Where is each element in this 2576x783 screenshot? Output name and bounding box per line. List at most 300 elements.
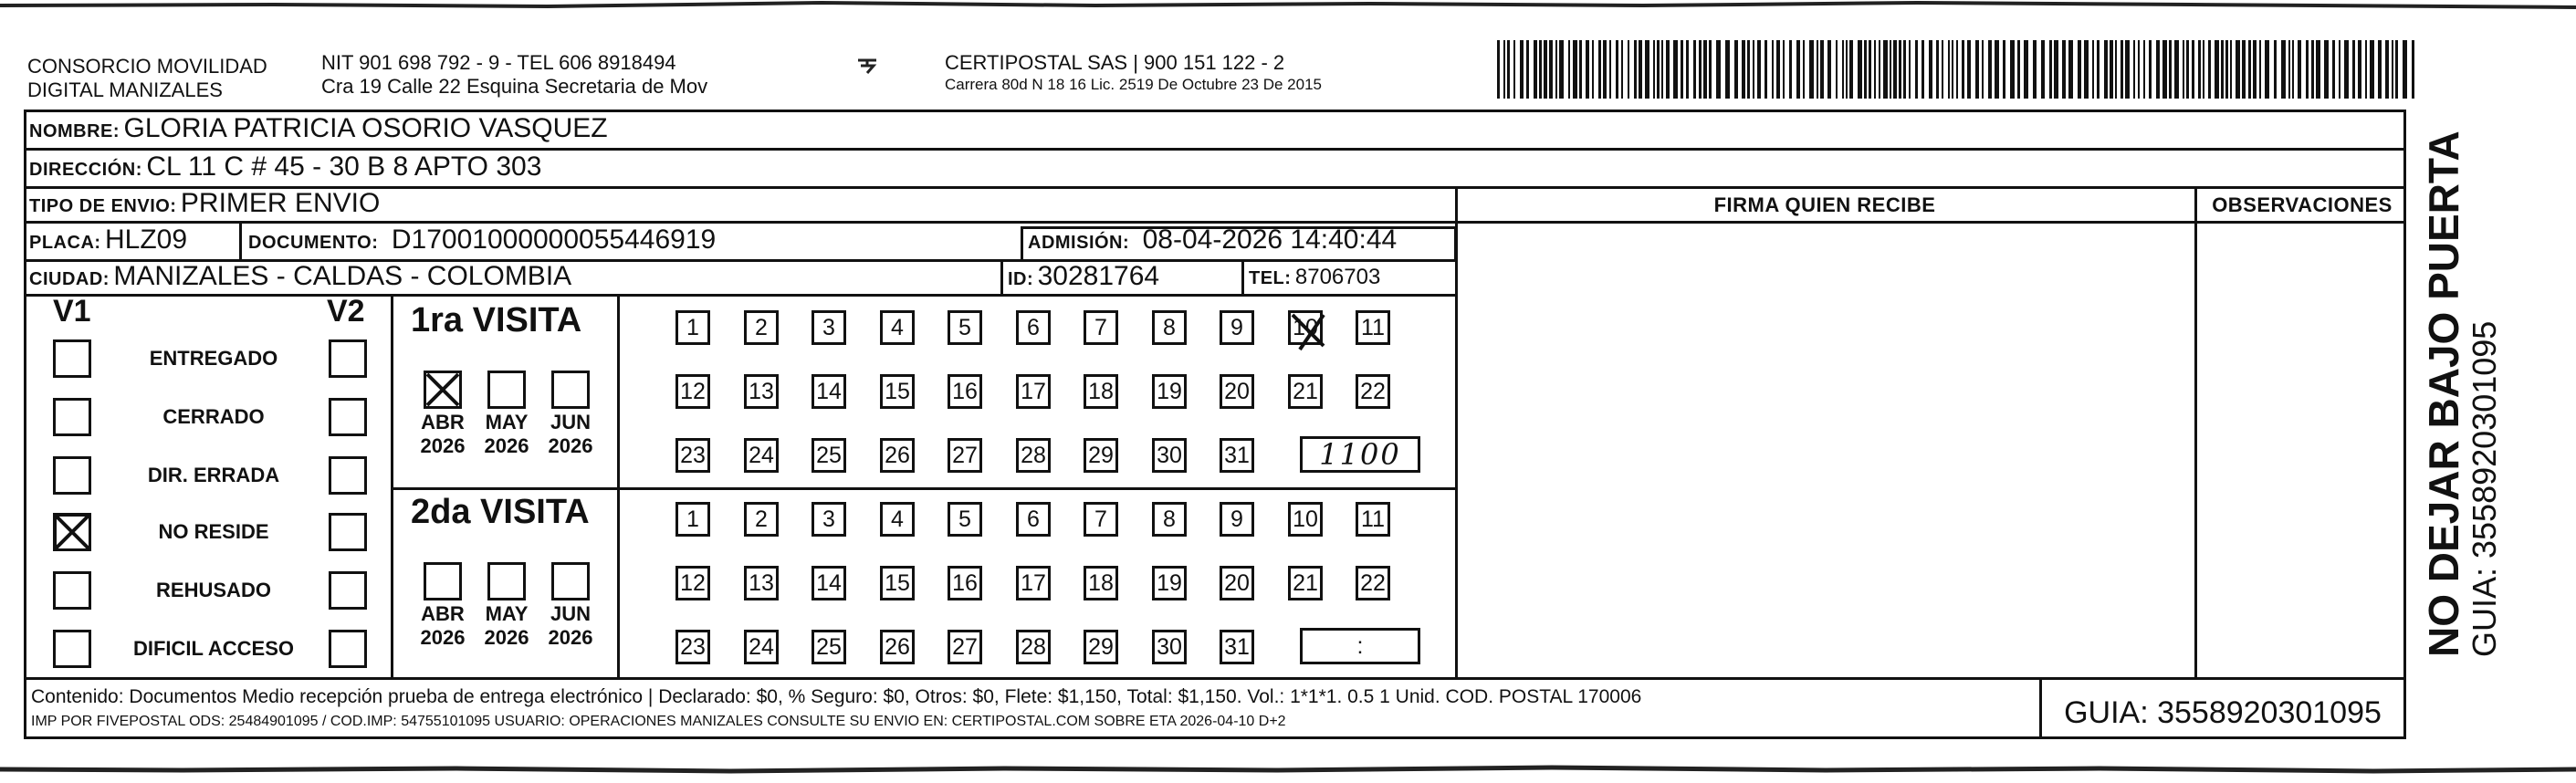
barcode-bar [1699, 40, 1702, 99]
nombre-row [29, 113, 608, 144]
v2-checkbox[interactable] [329, 398, 367, 436]
year-label: 2026 [484, 626, 529, 649]
placa-field [29, 224, 187, 256]
barcode-bar [1836, 40, 1838, 99]
barcode-bar [1962, 40, 1964, 99]
second-visit-day-9[interactable]: 9 [1220, 502, 1254, 537]
barcode-bar [1503, 40, 1505, 99]
barcode-bar [1864, 40, 1867, 99]
year-label: 2026 [548, 434, 593, 457]
admision-value: 08-04-2026 14:40:44 [1142, 224, 1398, 255]
status-option-label: DIR. ERRADA [147, 464, 280, 486]
barcode-bar [2003, 40, 2005, 99]
barcode-bar [2174, 40, 2179, 99]
v2-header: V2 [327, 294, 365, 329]
courier-logo-icon [853, 53, 881, 80]
barcode-bar [2332, 40, 2335, 99]
second-visit-day-24[interactable]: 24 [744, 630, 779, 664]
barcode-bar [1858, 40, 1862, 99]
barcode-bar [2104, 40, 2108, 99]
v1-checkbox[interactable] [53, 339, 91, 378]
barcode-bar [2110, 40, 2113, 99]
barcode-bar [2274, 40, 2277, 99]
admision-field [1028, 224, 1397, 256]
first-visit-day-15[interactable]: 15 [880, 374, 915, 409]
id-label: ID: [1008, 269, 1034, 289]
ciudad-value: MANIZALES - CALDAS - COLOMBIA [113, 261, 572, 291]
barcode-bar [1874, 40, 1876, 99]
barcode-bar [2115, 40, 2117, 99]
barcode-bar [1849, 40, 1853, 99]
barcode-bar [2344, 40, 2349, 99]
first-visit-month-checkbox[interactable] [551, 371, 590, 409]
barcode-bar [1956, 40, 1958, 99]
check-mark-icon [1287, 309, 1329, 351]
month-label: ABR [421, 602, 465, 625]
second-visit-day-14[interactable]: 14 [812, 566, 846, 600]
barcode-bar [2378, 40, 2382, 99]
barcode-bar [2352, 40, 2355, 99]
barcode-bar [1948, 40, 1950, 99]
second-visit-day-22[interactable]: 22 [1356, 566, 1390, 600]
second-visit-day-3[interactable]: 3 [812, 502, 846, 537]
first-visit-day-10[interactable]: 10 [1288, 310, 1323, 345]
barcode-bar [2230, 40, 2232, 99]
barcode-bar [1693, 40, 1696, 99]
barcode-bar [1967, 40, 1971, 99]
direccion-label: DIRECCIÓN: [29, 160, 142, 180]
documento-field [248, 224, 716, 256]
barcode-bar [1776, 40, 1780, 99]
barcode-bar [1789, 40, 1792, 99]
v1-checkbox[interactable] [53, 630, 91, 668]
first-visit-day-28[interactable]: 28 [1016, 438, 1051, 473]
company-name [27, 55, 267, 102]
barcode-bar [1534, 40, 1537, 99]
courier-info [945, 51, 1322, 95]
month-label: JUN [550, 411, 591, 433]
first-visit-time-box[interactable] [1300, 436, 1420, 473]
second-visit-month-checkbox[interactable] [551, 562, 590, 600]
first-visit-day-2[interactable]: 2 [744, 310, 779, 345]
barcode-bar [2149, 40, 2152, 99]
barcode-bar [1942, 40, 1943, 99]
barcode-bar [2208, 40, 2211, 99]
ciudad-label: CIUDAD: [29, 269, 110, 289]
barcode-bar [1929, 40, 1932, 99]
barcode-bar [1526, 40, 1529, 99]
imp-text: IMP POR FIVEPOSTAL ODS: 25484901095 / COD.IMP: 54755101095 USUARIO: OPERACIONES MANIZALES CONSULTE SU ENVIO EN: CERTIPOSTAL.COM SOBRE ETA 2026-04-10 D+2 [31, 714, 1286, 729]
barcode-bar [1507, 40, 1510, 99]
barcode-bar [1725, 40, 1730, 99]
first-visit-day-11[interactable]: 11 [1356, 310, 1390, 345]
barcode-bar [2215, 40, 2219, 99]
barcode-bar [1573, 40, 1577, 99]
top-torn-edge [0, 0, 2576, 9]
barcode-bar [1653, 40, 1655, 99]
second-visit-day-21[interactable]: 21 [1288, 566, 1323, 600]
barcode-bar [2370, 40, 2374, 99]
first-visit-day-18[interactable]: 18 [1084, 374, 1118, 409]
barcode-bar [1716, 40, 1721, 99]
year-label: 2026 [420, 434, 466, 457]
second-visit-time-box[interactable] [1300, 628, 1420, 664]
second-visit-day-15[interactable]: 15 [880, 566, 915, 600]
v1-header: V1 [53, 294, 91, 329]
signature-area[interactable] [1458, 224, 2194, 675]
barcode-bar [1666, 40, 1670, 99]
barcode-bar [1783, 40, 1785, 99]
firma-label: FIRMA QUIEN RECIBE [1713, 193, 1936, 216]
first-visit-month-checkbox[interactable] [487, 371, 526, 409]
barcode-bar [1555, 40, 1557, 99]
tipo-row [29, 188, 380, 219]
barcode-bar [1686, 40, 1689, 99]
barcode-bar [1982, 40, 1984, 99]
status-option-label: CERRADO [162, 405, 265, 428]
barcode-bar [1846, 40, 1848, 99]
first-visit-day-12[interactable]: 12 [675, 374, 710, 409]
second-visit-day-20[interactable]: 20 [1220, 566, 1254, 600]
month-label: MAY [485, 602, 529, 625]
month-label: JUN [550, 602, 591, 625]
first-visit-day-31[interactable]: 31 [1220, 438, 1254, 473]
first-visit-day-17[interactable]: 17 [1016, 374, 1051, 409]
second-visit-month-checkbox[interactable] [424, 562, 462, 600]
company-line-2: DIGITAL MANIZALES [27, 78, 223, 101]
second-visit-day-8[interactable]: 8 [1152, 502, 1187, 537]
barcode-bar [1628, 40, 1629, 99]
barcode-bar [1634, 40, 1637, 99]
id-field [1008, 261, 1159, 292]
second-visit-day-7[interactable]: 7 [1084, 502, 1118, 537]
barcode-bar [1757, 40, 1761, 99]
first-visit-day-20[interactable]: 20 [1220, 374, 1254, 409]
barcode-bar [1936, 40, 1939, 99]
v2-checkbox[interactable] [329, 571, 367, 610]
first-visit-day-22[interactable]: 22 [1356, 374, 1390, 409]
nit-line-2: Cra 19 Calle 22 Esquina Secretaria de Mov [321, 75, 708, 98]
second-visit-day-23[interactable]: 23 [675, 630, 710, 664]
barcode-bar [2412, 40, 2414, 99]
barcode-bar [2358, 40, 2361, 99]
second-visit-day-31[interactable]: 31 [1220, 630, 1254, 664]
first-visit-day-7[interactable]: 7 [1084, 310, 1118, 345]
barcode-bar [2221, 40, 2224, 99]
barcode-bar [1753, 40, 1754, 99]
nombre-label: NOMBRE: [29, 121, 120, 141]
barcode-bar [2049, 40, 2052, 99]
second-visit-day-27[interactable]: 27 [948, 630, 982, 664]
barcode-bar [2010, 40, 2015, 99]
barcode-bar [1869, 40, 1871, 99]
barcode-bar [2125, 40, 2130, 99]
barcode-bar [1598, 40, 1601, 99]
second-visit-day-16[interactable]: 16 [948, 566, 982, 600]
documento-value: D17001000000055446919 [391, 224, 717, 255]
barcode-bar [1549, 40, 1553, 99]
side-warning: NO DEJAR BAJO PUERTA [2420, 130, 2467, 657]
barcode-bar [1909, 40, 1911, 99]
first-visit-day-25[interactable]: 25 [812, 438, 846, 473]
year-label: 2026 [548, 626, 593, 649]
barcode-bar [1673, 40, 1678, 99]
barcode-bar [2311, 40, 2314, 99]
barcode-bar [1609, 40, 1611, 99]
company-line-1: CONSORCIO MOVILIDAD [27, 55, 267, 78]
barcode-bar [1764, 40, 1767, 99]
first-visit-day-3[interactable]: 3 [812, 310, 846, 345]
v1-checkbox[interactable] [53, 456, 91, 495]
barcode-bar [1842, 40, 1844, 99]
barcode-bar [2339, 40, 2340, 99]
barcode-bar [1893, 40, 1897, 99]
barcode [1497, 40, 2419, 99]
first-visit-day-19[interactable]: 19 [1152, 374, 1187, 409]
barcode-bar [1890, 40, 1891, 99]
first-visit-day-5[interactable]: 5 [948, 310, 982, 345]
barcode-bar [2298, 40, 2301, 99]
documento-label: DOCUMENTO: [248, 233, 379, 253]
tipo-label: TIPO DE ENVIO: [29, 196, 177, 216]
second-visit-day-28[interactable]: 28 [1016, 630, 1051, 664]
v2-checkbox[interactable] [329, 339, 367, 378]
barcode-bar [2265, 40, 2269, 99]
month-year-label [411, 602, 475, 650]
first-visit-day-26[interactable]: 26 [880, 438, 915, 473]
barcode-bar [2183, 40, 2184, 99]
check-mark-icon [424, 371, 462, 409]
month-label: ABR [421, 411, 465, 433]
v1-checkbox[interactable] [53, 571, 91, 610]
company-nit [321, 51, 707, 99]
barcode-bar [1579, 40, 1582, 99]
barcode-bar [1645, 40, 1649, 99]
first-visit-day-9[interactable]: 9 [1220, 310, 1254, 345]
barcode-bar [2385, 40, 2389, 99]
barcode-bar [2248, 40, 2251, 99]
first-visit-day-16[interactable]: 16 [948, 374, 982, 409]
second-visit-day-4[interactable]: 4 [880, 502, 915, 537]
barcode-bar [2395, 40, 2398, 99]
first-visit-day-6[interactable]: 6 [1016, 310, 1051, 345]
first-visit-day-8[interactable]: 8 [1152, 310, 1187, 345]
second-visit-day-5[interactable]: 5 [948, 502, 982, 537]
month-year-label [475, 411, 539, 458]
v2-checkbox[interactable] [329, 630, 367, 668]
second-visit-day-11[interactable]: 11 [1356, 502, 1390, 537]
first-visit-day-4[interactable]: 4 [880, 310, 915, 345]
barcode-bar [1586, 40, 1589, 99]
first-visit-day-23[interactable]: 23 [675, 438, 710, 473]
second-visit-day-26[interactable]: 26 [880, 630, 915, 664]
first-visit-time: 1100 [1319, 437, 1401, 472]
barcode-bar [2198, 40, 2201, 99]
barcode-bar [2092, 40, 2094, 99]
barcode-bar [1568, 40, 1570, 99]
second-visit-day-17[interactable]: 17 [1016, 566, 1051, 600]
month-year-label [411, 411, 475, 458]
barcode-bar [1539, 40, 1542, 99]
side-text [2421, 130, 2503, 657]
barcode-bar [1497, 40, 1500, 99]
direccion-row [29, 151, 541, 183]
barcode-bar [1879, 40, 1880, 99]
barcode-bar [1520, 40, 1524, 99]
year-label: 2026 [420, 626, 466, 649]
barcode-bar [1772, 40, 1774, 99]
barcode-bar [2365, 40, 2367, 99]
barcode-bar [2120, 40, 2123, 99]
placa-label: PLACA: [29, 233, 101, 253]
nombre-value: GLORIA PATRICIA OSORIO VASQUEZ [123, 113, 608, 143]
month-year-label [539, 411, 602, 458]
placa-value: HLZ09 [105, 224, 188, 255]
barcode-bar [1709, 40, 1712, 99]
barcode-bar [2041, 40, 2045, 99]
admision-label: ADMISIÓN: [1028, 233, 1130, 253]
tel-value: 8706703 [1294, 265, 1381, 289]
first-visit-day-30[interactable]: 30 [1152, 438, 1187, 473]
first-visit-day-24[interactable]: 24 [744, 438, 779, 473]
barcode-bar [1592, 40, 1594, 99]
barcode-bar [1988, 40, 1992, 99]
barcode-bar [1681, 40, 1683, 99]
second-visit-day-6[interactable]: 6 [1016, 502, 1051, 537]
first-visit-day-29[interactable]: 29 [1084, 438, 1118, 473]
barcode-bar [2097, 40, 2100, 99]
barcode-bar [1899, 40, 1901, 99]
barcode-bar [1616, 40, 1618, 99]
barcode-bar [2054, 40, 2058, 99]
barcode-bar [2143, 40, 2145, 99]
barcode-bar [2062, 40, 2066, 99]
tipo-value: PRIMER ENVIO [180, 188, 381, 218]
barcode-bar [2225, 40, 2228, 99]
month-year-label [475, 602, 539, 650]
barcode-bar [1827, 40, 1831, 99]
status-option-label: ENTREGADO [149, 347, 278, 370]
barcode-bar [1952, 40, 1953, 99]
first-visit-day-13[interactable]: 13 [744, 374, 779, 409]
observaciones-label: OBSERVACIONES [2212, 193, 2393, 216]
barcode-bar [2324, 40, 2329, 99]
barcode-bar [1639, 40, 1642, 99]
year-label: 2026 [484, 434, 529, 457]
barcode-bar [2169, 40, 2172, 99]
v2-checkbox[interactable] [329, 456, 367, 495]
second-visit-title: 2da VISITA [411, 493, 590, 531]
barcode-bar [2024, 40, 2028, 99]
tel-field [1249, 265, 1380, 290]
first-visit-day-27[interactable]: 27 [948, 438, 982, 473]
barcode-bar [1809, 40, 1814, 99]
first-visit-day-1[interactable]: 1 [675, 310, 710, 345]
contenido-text: Contenido: Documentos Medio recepción prueba de entrega electrónico | Declarado: $0, % Seguro: $0, Otros: $0, Flete: $1,150, Total: $1,150. Vol.: 1*1*1. 0.5 1 Unid. COD. POSTAL 170006 [31, 686, 1642, 707]
barcode-bar [2203, 40, 2204, 99]
bottom-torn-edge [0, 765, 2576, 774]
barcode-bar [1513, 40, 1515, 99]
barcode-bar [1657, 40, 1660, 99]
second-visit-month-checkbox[interactable] [487, 562, 526, 600]
barcode-bar [2288, 40, 2290, 99]
second-visit-day-10[interactable]: 10 [1288, 502, 1323, 537]
direccion-value: CL 11 C # 45 - 30 B 8 APTO 303 [146, 151, 542, 182]
barcode-bar [1903, 40, 1906, 99]
courier-line-1: CERTIPOSTAL SAS | 900 151 122 - 2 [945, 51, 1285, 74]
barcode-bar [2017, 40, 2020, 99]
barcode-bar [2316, 40, 2320, 99]
second-visit-day-1[interactable]: 1 [675, 502, 710, 537]
barcode-bar [1661, 40, 1663, 99]
barcode-bar [1796, 40, 1800, 99]
v1-checkbox[interactable] [53, 513, 91, 551]
second-visit-day-12[interactable]: 12 [675, 566, 710, 600]
second-visit-day-19[interactable]: 19 [1152, 566, 1187, 600]
second-visit-day-25[interactable]: 25 [812, 630, 846, 664]
second-visit-time: : [1356, 632, 1364, 659]
barcode-bar [2033, 40, 2037, 99]
barcode-bar [2156, 40, 2160, 99]
barcode-bar [1922, 40, 1924, 99]
footer-guia: GUIA: 3558920301095 [2064, 695, 2382, 730]
status-option-label: REHUSADO [156, 579, 271, 601]
barcode-bar [2259, 40, 2261, 99]
barcode-bar [1559, 40, 1564, 99]
tel-label: TEL: [1249, 268, 1292, 288]
second-visit-day-13[interactable]: 13 [744, 566, 779, 600]
barcode-bar [2133, 40, 2135, 99]
second-visit-day-2[interactable]: 2 [744, 502, 779, 537]
first-visit-day-21[interactable]: 21 [1288, 374, 1323, 409]
barcode-bar [1883, 40, 1888, 99]
barcode-bar [2078, 40, 2081, 99]
side-guia: GUIA: 3558920301095 [2466, 320, 2503, 657]
barcode-bar [2306, 40, 2309, 99]
barcode-bar [2281, 40, 2286, 99]
second-visit-day-29[interactable]: 29 [1084, 630, 1118, 664]
observations-area[interactable] [2197, 224, 2405, 675]
second-visit-day-18[interactable]: 18 [1084, 566, 1118, 600]
second-visit-day-30[interactable]: 30 [1152, 630, 1187, 664]
status-option-label: DIFICIL ACCESO [132, 637, 294, 660]
barcode-bar [1915, 40, 1918, 99]
courier-line-2: Carrera 80d N 18 16 Lic. 2519 De Octubre 23 De 2015 [945, 76, 1322, 93]
check-mark-icon [53, 513, 91, 551]
barcode-bar [2253, 40, 2257, 99]
barcode-bar [1621, 40, 1623, 99]
barcode-bar [1703, 40, 1707, 99]
barcode-bar [2292, 40, 2294, 99]
barcode-bar [1803, 40, 1805, 99]
first-visit-month-checkbox[interactable] [424, 371, 462, 409]
month-label: MAY [485, 411, 529, 433]
nit-line-1: NIT 901 698 792 - 9 - TEL 606 8918494 [321, 51, 676, 74]
first-visit-title: 1ra VISITA [411, 301, 582, 339]
barcode-bar [2236, 40, 2240, 99]
ciudad-field [29, 261, 571, 292]
first-visit-day-14[interactable]: 14 [812, 374, 846, 409]
barcode-bar [2192, 40, 2194, 99]
barcode-bar [2186, 40, 2189, 99]
v1-checkbox[interactable] [53, 398, 91, 436]
barcode-bar [2068, 40, 2073, 99]
barcode-bar [2403, 40, 2407, 99]
barcode-bar [1603, 40, 1607, 99]
barcode-bar [1734, 40, 1738, 99]
v2-checkbox[interactable] [329, 513, 367, 551]
barcode-bar [2242, 40, 2246, 99]
